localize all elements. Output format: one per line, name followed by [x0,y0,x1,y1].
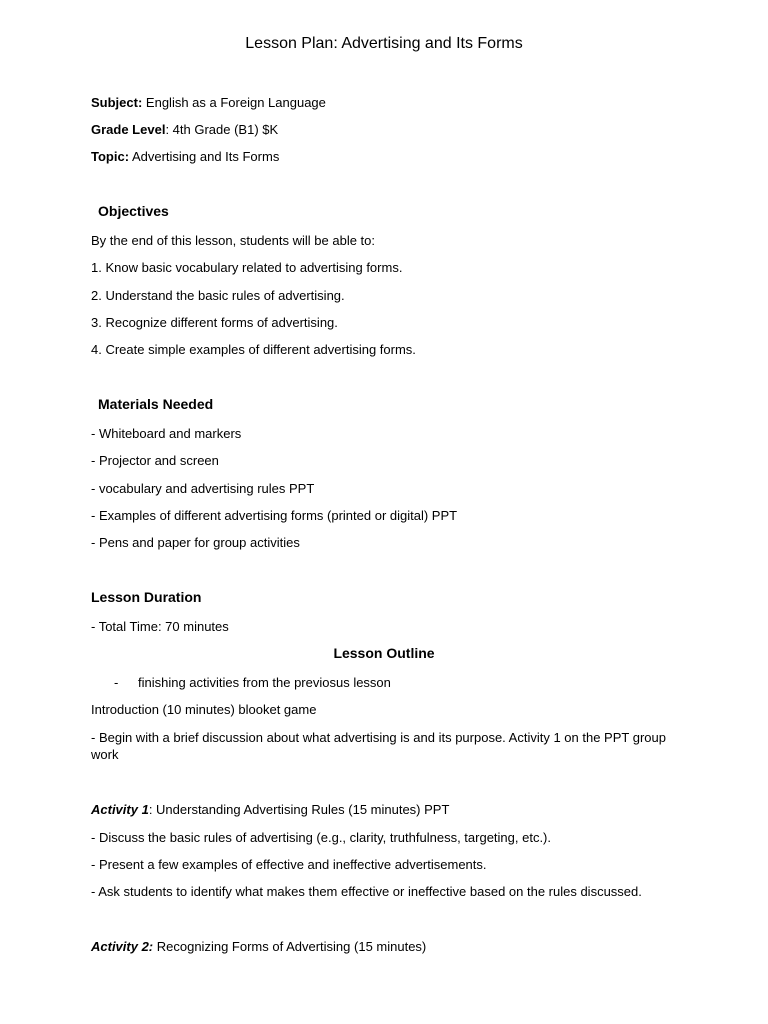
subject-line [91,94,326,111]
grade-line [91,121,278,138]
objectives-intro: By the end of this lesson, students will be able to: [91,233,376,248]
objective-item: 3. Recognize different forms of advertising. [91,315,338,330]
objective-item: 2. Understand the basic rules of advertising. [91,288,345,303]
topic-value: Advertising and Its Forms [131,149,280,164]
material-item: - Examples of different advertising forms (printed or digital) PPT [91,508,458,523]
intro-description: - Begin with a brief discussion about what advertising is and its purpose. Activity 1 on the PPT group work [91,730,666,762]
activity1-line [91,801,449,818]
activity1-text: : Understanding Advertising Rules (15 minutes) PPT [148,802,450,817]
grade-label: Grade Level [91,122,166,137]
activity2-label: Activity 2: [91,939,154,954]
activity1-item: - Ask students to identify what makes them effective or ineffective based on the rules discussed. [91,884,642,899]
topic-line [91,148,279,165]
duration-heading: Lesson Duration [91,589,202,605]
material-item: - Whiteboard and markers [91,426,242,441]
outline-bullet-text: finishing activities from the previosus lesson [138,675,391,690]
objectives-heading: Objectives [98,203,169,219]
material-item: - Pens and paper for group activities [91,535,300,550]
material-item: - vocabulary and advertising rules PPT [91,481,315,496]
outline-bullet-marker: - [114,675,119,690]
activity2-text: Recognizing Forms of Advertising (15 minutes) [153,939,427,954]
duration-text: - Total Time: 70 minutes [91,619,229,634]
activity1-item: - Discuss the basic rules of advertising (e.g., clarity, truthfulness, targeting, etc.). [91,830,552,845]
grade-value: : 4th Grade (B1) $K [165,122,279,137]
topic-label: Topic: [91,149,130,164]
subject-label: Subject: [91,95,143,110]
materials-heading: Materials Needed [98,396,214,412]
material-item: - Projector and screen [91,453,219,468]
outline-heading: Lesson Outline [333,645,435,661]
objective-item: 4. Create simple examples of different advertising forms. [91,342,416,357]
document-title: Lesson Plan: Advertising and Its Forms [245,35,523,52]
activity1-label: Activity 1 [91,802,149,817]
activity1-item: - Present a few examples of effective and ineffective advertisements. [91,857,487,872]
activity2-line [91,938,426,955]
objective-item: 1. Know basic vocabulary related to advertising forms. [91,260,403,275]
intro-line: Introduction (10 minutes) blooket game [91,702,317,717]
subject-value: English as a Foreign Language [145,95,326,110]
